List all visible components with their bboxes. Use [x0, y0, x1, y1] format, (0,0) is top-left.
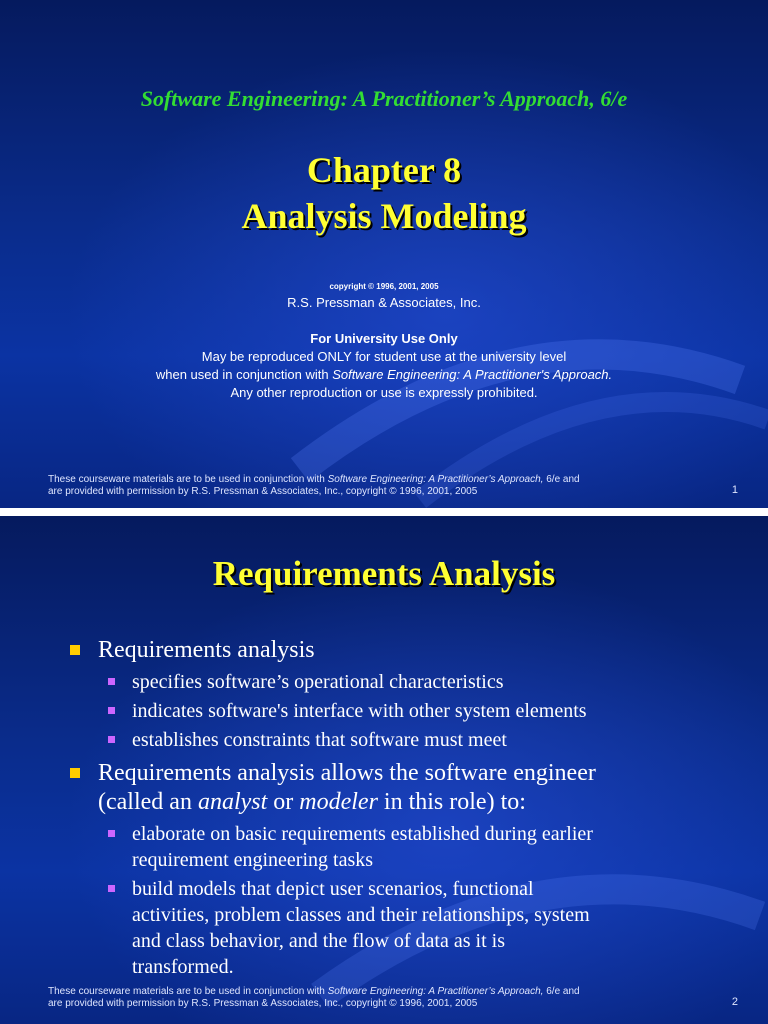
slide-1	[0, 0, 768, 508]
reproduce-line-1: May be reproduced ONLY for student use at the university level	[201, 349, 567, 364]
slide-footer	[48, 986, 708, 1010]
slide-footer	[48, 474, 708, 498]
background-swoosh	[0, 0, 768, 508]
footer-book: Software Engineering: A Practitioner’s Approach,	[327, 474, 544, 485]
bullet-text: in this role) to:	[377, 789, 526, 815]
reproduce-line-2-book: Software Engineering: A Practitioner's Approach.	[332, 367, 613, 382]
footer-text: These courseware materials are to be used in conjunction with	[48, 474, 328, 485]
square-bullet-icon	[108, 885, 115, 892]
sub-bullet-text: and class behavior, and the flow of data as it is	[132, 930, 505, 952]
copyright-small: copyright © 1996, 2001, 2005	[329, 282, 439, 291]
sub-bullet-item	[68, 727, 708, 753]
square-bullet-icon	[70, 768, 80, 778]
bullet-text: Requirements analysis allows the software engineer	[98, 760, 596, 786]
slide-2	[0, 516, 768, 1024]
sub-bullet-text: build models that depict user scenarios, functional	[132, 878, 534, 900]
sub-bullet-text: transformed.	[132, 956, 234, 978]
footer-permission: are provided with permission by R.S. Pressman & Associates, Inc., copyright © 1996, 2001, 2005	[48, 486, 478, 497]
book-subtitle: Software Engineering: A Practitioner’s Approach, 6/e	[140, 86, 628, 111]
sub-bullet-item	[68, 669, 708, 695]
slide-divider	[0, 508, 768, 516]
bullet-list	[68, 636, 708, 986]
chapter-title: Chapter 8	[306, 150, 462, 190]
footer-book: Software Engineering: A Practitioner’s Approach,	[327, 986, 544, 997]
square-bullet-icon	[108, 830, 115, 837]
reproduce-line-3: Any other reproduction or use is expressly prohibited.	[230, 385, 538, 400]
page-number: 1	[731, 484, 738, 496]
sub-bullet-item	[68, 821, 708, 873]
square-bullet-icon	[108, 678, 115, 685]
topic-title: Analysis Modeling	[241, 196, 527, 236]
bullet-text: Requirements analysis	[98, 637, 315, 663]
slide-title: Requirements Analysis	[212, 554, 556, 593]
footer-text: These courseware materials are to be used in conjunction with	[48, 986, 328, 997]
footer-permission: are provided with permission by R.S. Pressman & Associates, Inc., copyright © 1996, 2001, 2005	[48, 998, 478, 1009]
footer-edition: 6/e and	[543, 986, 580, 997]
university-notice: For University Use Only	[310, 331, 458, 346]
sub-bullet-text: requirement engineering tasks	[132, 849, 374, 871]
reproduce-line-2	[0, 367, 768, 382]
sub-bullet-text: activities, problem classes and their relationships, system	[132, 904, 590, 926]
sub-bullet-text: elaborate on basic requirements established during earlier	[132, 823, 593, 845]
square-bullet-icon	[108, 736, 115, 743]
page-number: 2	[731, 996, 738, 1008]
modeler-term: modeler	[299, 789, 378, 815]
bullet-text: or	[267, 789, 300, 815]
sub-bullet-item	[68, 698, 708, 724]
bullet-text: (called an	[98, 789, 198, 815]
sub-bullet-list	[68, 821, 708, 980]
sub-bullet-text: establishes constraints that software must meet	[132, 729, 507, 751]
company-name: R.S. Pressman & Associates, Inc.	[287, 295, 481, 310]
analyst-term: analyst	[197, 789, 268, 815]
sub-bullet-text: specifies software’s operational characteristics	[132, 671, 504, 693]
square-bullet-icon	[108, 707, 115, 714]
sub-bullet-text: indicates software's interface with other system elements	[132, 700, 587, 722]
bullet-item	[68, 759, 708, 817]
sub-bullet-list	[68, 669, 708, 753]
reproduce-line-2-text: when used in conjunction with	[155, 367, 333, 382]
footer-edition: 6/e and	[543, 474, 580, 485]
square-bullet-icon	[70, 645, 80, 655]
bullet-item	[68, 636, 708, 665]
sub-bullet-item	[68, 876, 708, 980]
